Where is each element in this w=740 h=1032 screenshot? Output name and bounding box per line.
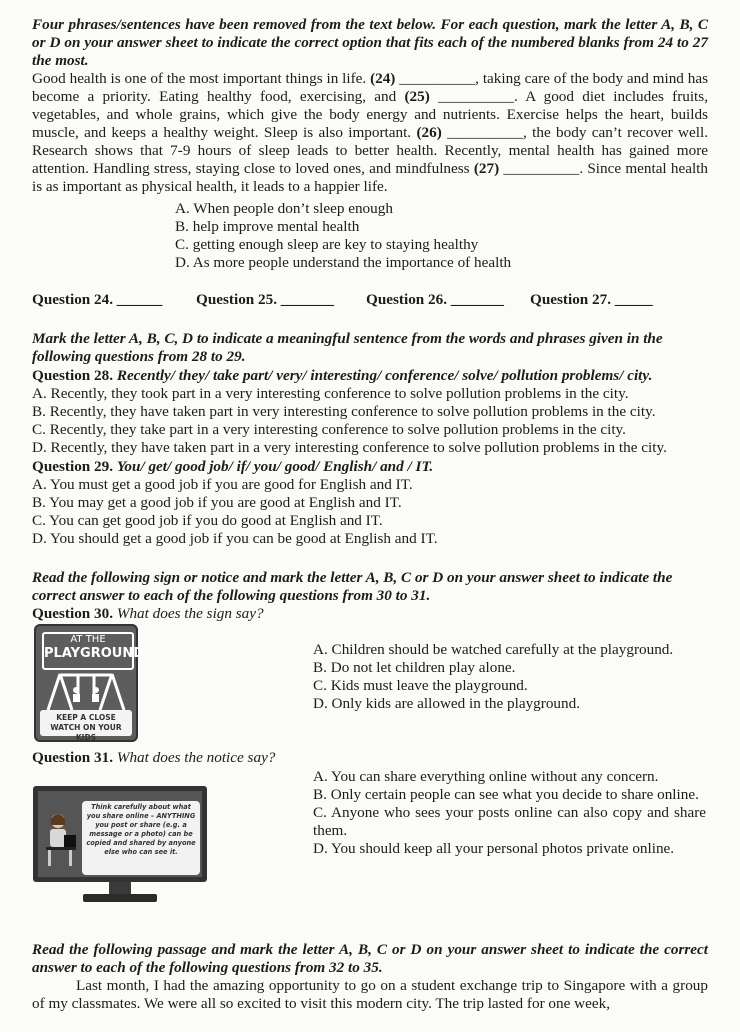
- question-28-prompt: Recently/ they/ take part/ very/ interesting/ conference/ solve/ pollution problems/ city.: [116, 367, 653, 384]
- q31-option-d: D. You should keep all your personal photos private online.: [313, 840, 675, 857]
- question-30-heading: [32, 605, 708, 623]
- q30-option-a: A. Children should be watched carefully at the playground.: [313, 641, 674, 658]
- section3-instruction: Read the following sign or notice and mark the letter A, B, C or D on your answer sheet to indicate the correct answer to each of the following questions from 30 to 31.: [32, 569, 673, 604]
- notice-monitor: [33, 786, 207, 906]
- answer-26: Question 26. _______: [366, 291, 504, 308]
- answer-24: Question 24. ______: [32, 291, 163, 308]
- sign-caption: KEEP A CLOSE WATCH ON YOUR KIDS: [40, 710, 132, 736]
- option-d: D. As more people understand the importance of health: [175, 254, 512, 271]
- blank-24-label: (24): [370, 70, 396, 87]
- swing-set-icon: [46, 672, 126, 712]
- notice-text: Think carefully about what you share online – ANYTHING you post or share (e.g. a message or a photo) can be copied and shared by anyone else who can see it.: [82, 801, 200, 875]
- option-a: A. When people don’t sleep enough: [175, 200, 393, 217]
- option-c: C. getting enough sleep are key to staying healthy: [175, 236, 479, 253]
- question-29-label: Question 29.: [32, 458, 114, 475]
- question-31-label: Question 31.: [32, 749, 114, 766]
- question-28: [32, 367, 708, 457]
- section1-passage: Good health is one of the most important things in life. (24) __________, taking care of the body and mind has become a priority. Eating healthy food, exercising, and (25) __________. A good diet includes fruits, vegetables, and whole grains, which give the body energy and nutrients. Exercise helps the heart, builds muscle, and keeps a healthy weight. Sleep is also important. (26) __________, the body can’t recover well. Research shows that 7-9 hours of sleep leads to better health. Recently, mental health has gained more attention. Handling stress, staying close to loved ones, and mindfulness (27) __________. Since mental health is as important as physical health, it leads to a happier life.: [32, 70, 708, 195]
- sign-header: AT THE PLAYGROUND: [42, 632, 134, 670]
- q28-option-d: D. Recently, they have taken part in a very interesting conference to solve pollution problems in the city.: [32, 439, 667, 456]
- answer-25: Question 25. _______: [196, 291, 334, 308]
- q31-option-a: A. You can share everything online without any concern.: [313, 768, 659, 785]
- question-28-label: Question 28.: [32, 367, 114, 384]
- q28-option-c: C. Recently, they take part in a very interesting conference to solve pollution problems in the city.: [32, 421, 626, 438]
- q30-option-c: C. Kids must leave the playground.: [313, 677, 528, 694]
- blank-26-label: (26): [416, 124, 442, 141]
- q30-option-b: B. Do not let children play alone.: [313, 659, 516, 676]
- question-30-label: Question 30.: [32, 605, 114, 622]
- section1-options: [175, 200, 511, 272]
- q29-option-a: A. You must get a good job if you are good for English and IT.: [32, 476, 413, 493]
- q31-option-c: C. Anyone who sees your posts online can also copy and share them.: [313, 804, 706, 839]
- q31-option-b: B. Only certain people can see what you decide to share online.: [313, 786, 699, 803]
- question-31-heading: [32, 749, 708, 767]
- playground-sign: [34, 624, 145, 742]
- q28-option-b: B. Recently, they have taken part in very interesting conference to solve pollution problems in the city.: [32, 403, 656, 420]
- section4-instruction: Read the following passage and mark the letter A, B, C or D on your answer sheet to indicate the correct answer to each of the following questions from 32 to 35.: [32, 941, 708, 976]
- section1-instruction: Four phrases/sentences have been removed from the text below. For each question, mark the letter A, B, C or D on your answer sheet to indicate the correct option that fits each of the numbered blanks from 24 to 27 the most.: [32, 16, 708, 69]
- q28-option-a: A. Recently, they took part in a very interesting conference to solve pollution problems in the city.: [32, 385, 629, 402]
- blank-27-label: (27): [473, 160, 500, 177]
- monitor-screen: [33, 786, 207, 882]
- section4-passage: Last month, I had the amazing opportunity to go on a student exchange trip to Singapore with a group of my classmates. We were all so excited to visit this modern city. The trip lasted for one week,: [32, 977, 708, 1012]
- q29-option-c: C. You can get good job if you do good at English and IT.: [32, 512, 383, 529]
- question-30-prompt: What does the sign say?: [116, 605, 264, 622]
- question-29-prompt: You/ get/ good job/ if/ you/ good/ English/ and / IT.: [116, 458, 434, 475]
- blank-25-label: (25): [404, 88, 430, 105]
- answer-27: Question 27. _____: [530, 291, 653, 308]
- q30-option-d: D. Only kids are allowed in the playground.: [313, 695, 580, 712]
- question-29: [32, 458, 708, 548]
- monitor-base: [83, 894, 157, 902]
- person-at-laptop-icon: [42, 809, 82, 869]
- option-b: B. help improve mental health: [175, 218, 360, 235]
- q29-option-d: D. You should get a good job if you can be good at English and IT.: [32, 530, 438, 547]
- question-31-options: [313, 768, 706, 858]
- question-31-prompt: What does the notice say?: [116, 749, 276, 766]
- question-30-options: [313, 641, 673, 713]
- q29-option-b: B. You may get a good job if you are good at English and IT.: [32, 494, 402, 511]
- section2-instruction: Mark the letter A, B, C, D to indicate a meaningful sentence from the words and phrases given in the following questions from 28 to 29.: [32, 330, 663, 365]
